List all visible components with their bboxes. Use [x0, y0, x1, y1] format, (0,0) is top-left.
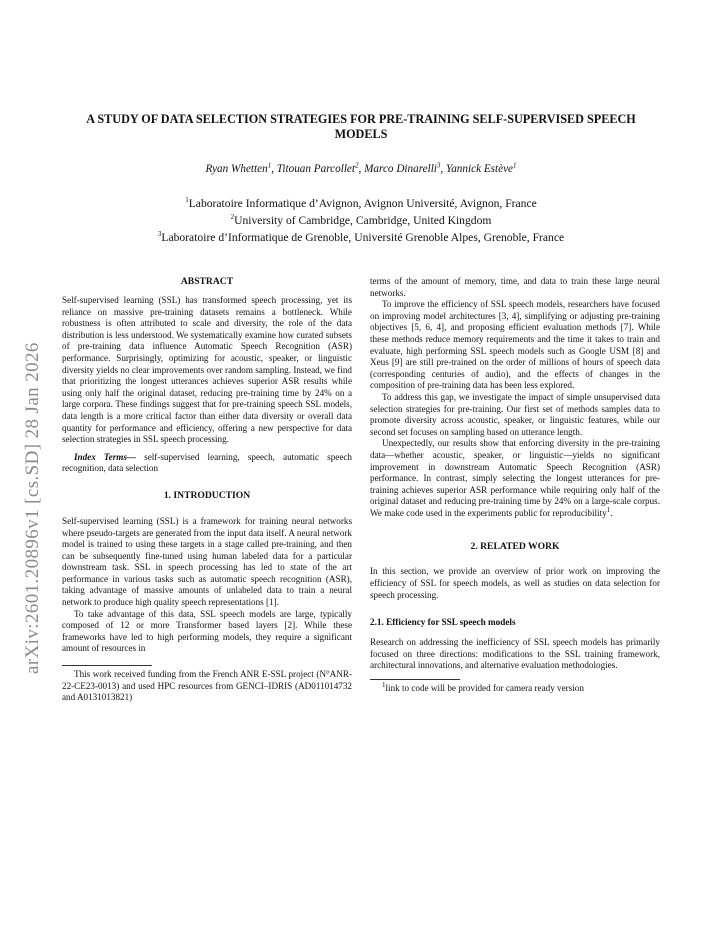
right-column [370, 276, 660, 695]
body-paragraph: To address this gap, we investigate the impact of simple unsupervised data selection strategies for pre-training. Our first set of methods samples data to promote diversity across acoustic, speaker, or linguistic features, while our second set focuses on sampling based on utterance length. [370, 391, 660, 437]
left-column [62, 276, 352, 704]
affiliation: $^2$University of Cambridge, Cambridge, United Kingdom [230, 213, 492, 227]
author-list: Ryan Whetten$^1$, Titouan Parcollet$^2$, Marco Dinarelli$^3$, Yannick Estève$^1$ [205, 161, 517, 175]
author-name: Yannick Estève [446, 163, 514, 175]
body-paragraph: To improve the efficiency of SSL speech models, researchers have focused on improving model architectures [3, 4], simplifying or adjusting pre-training objectives [5, 6, 4], and proposing efficient evaluation methods [7]. While these methods reduce memory requirements and the time it takes to train and evaluate, high performing SSL speech models such as Google USM [8] and Xeus [9] are still pre-trained on the order of millions of hours of speech data (corresponding centuries of audio), and the effects of changes in the composition of pre-training data has been less explored. [370, 299, 660, 391]
affiliation: $^3$Laboratoire d’Informatique de Grenoble, Université Grenoble Alpes, Grenoble, France [157, 230, 565, 244]
arxiv-identifier [22, 262, 48, 674]
index-terms-label: Index Terms— [74, 451, 137, 462]
body-paragraph: terms of the amount of memory, time, and data to train these large neural networks. [370, 276, 660, 298]
affiliation-list [62, 195, 660, 246]
footnote-mark: 1 [606, 505, 611, 514]
index-terms [62, 452, 352, 475]
abstract-text: Self-supervised learning (SSL) has transformed speech processing, yet its reliance on massive pre-training datasets remains a bottleneck. While robustness is often attributed to scale and diversity, the role of the data distribution is less understood. We systematically examine how curated subsets of pre-training data influence Automatic Speech Recognition (ASR) performance. Surprisingly, optimizing for acoustic, speaker, or linguistic diversity yields no clear improvements over random sampling. Instead, we find that prioritizing the longest utterances achieves superior ASR results while using only half the original dataset, reducing pre-training time by 24% on a large corpora. These findings suggest that for pre-training speech SSL models, data length is a more critical factor than either data diversity or overall data quantity for performance and efficiency, offering a new perspective for data selection strategies in SSL speech processing. [62, 295, 352, 445]
funding-footnote: This work received funding from the French ANR E-SSL project (N°ANR-22-CE23-0013) and used HPC resources from GENCI–IDRIS (AD011014732 and A0131013821) [62, 669, 352, 703]
author-name: Ryan Whetten [205, 163, 268, 175]
author-name: Titouan Parcollet [276, 163, 356, 175]
footnote-rule [370, 679, 460, 680]
abstract-heading: ABSTRACT [180, 276, 234, 287]
body-paragraph: Unexpectedly, our results show that enforcing diversity in the pre-training data—whether acoustic, speaker, or linguistic—yields no significant improvement in downstream Automatic Speech Recognition (ASR) performance. In contrast, simply selecting the longest utterances for pre-training achieves superior ASR performance while requiring only half of the original dataset and reducing pre-training time by 24% on a large-scale corpus. We make code used in the experiments public for reproducibility$^1$. [370, 438, 660, 518]
author-affil-mark: 3 [436, 161, 441, 170]
index-terms-text: self-supervised learning, speech, automatic speech recognition, data selection [62, 451, 352, 474]
intro-paragraph: To take advantage of this data, SSL speech models are large, typically composed of 12 or more Transformer based layers [2]. While these frameworks have led to high performing models, they require a significant amount of resources in [62, 608, 352, 654]
body-paragraph: Research on addressing the inefficiency of SSL speech models has primarily focused on three directions: modifications to the SSL training framework, architectural innovations, and alternative evaluation methodologies. [370, 637, 660, 671]
author-affil-mark: 2 [355, 161, 359, 170]
code-footnote: $^1$link to code will be provided for camera ready version [382, 680, 584, 694]
author-name: Marco Dinarelli [364, 163, 437, 175]
body-paragraph: In this section, we provide an overview of prior work on improving the efficiency of SSL for speech models, as well as studies on data selection for speech processing. [370, 566, 660, 600]
related-work-heading: 2. RELATED WORK [470, 541, 560, 553]
paper-title: A STUDY OF DATA SELECTION STRATEGIES FOR PRE-TRAINING SELF-SUPERVISED SPEECH MODELS [86, 112, 636, 141]
author-affil-mark: 1 [513, 161, 517, 170]
footnote-rule [62, 665, 152, 666]
affiliation: $^1$Laboratoire Informatique d’Avignon, Avignon Université, Avignon, France [185, 196, 537, 210]
intro-heading: 1. INTRODUCTION [163, 489, 251, 501]
intro-paragraph: Self-supervised learning (SSL) is a framework for training neural networks where pseudo-targets are generated from the input data itself. A neural network model is trained to using these targets in a stage called pre-training, and then can be subsequently fine-tuned using human labeled data for a particular downstream task. SSL in speech processing has led to state of the art performance in various tasks such as automatic speech recognition (ASR), taking advantage of massive amounts of unlabeled data to train a neural network to produce high quality speech representations [1]. [62, 515, 352, 608]
author-affil-mark: 1 [267, 161, 272, 170]
arxiv-identifier-text: arXiv:2601.20896v1 [cs.SD] 28 Jan 2026 [22, 342, 43, 674]
subsection-heading: 2.1. Efficiency for SSL speech models [370, 617, 516, 628]
